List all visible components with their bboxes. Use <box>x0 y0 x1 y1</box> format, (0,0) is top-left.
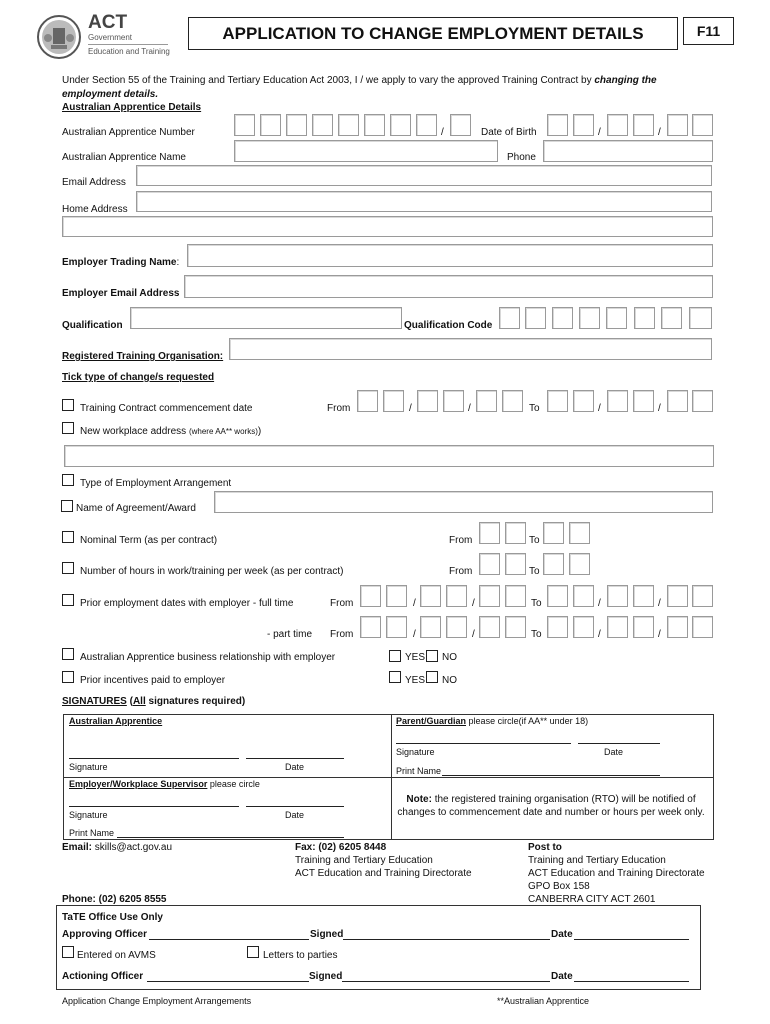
yes-label: YES <box>405 652 426 663</box>
date-digit[interactable] <box>573 585 594 607</box>
intro-emphasis-2: employment details. <box>62 89 159 100</box>
date-digit[interactable] <box>383 390 404 412</box>
employer-trading-name-input[interactable] <box>187 244 713 267</box>
date-digit[interactable] <box>386 585 407 607</box>
from-label: From <box>330 629 354 640</box>
post-line-1: Training and Tertiary Education <box>528 855 666 866</box>
rto-note <box>396 793 706 819</box>
home-address-input[interactable] <box>136 191 712 212</box>
date-digit[interactable] <box>420 585 441 607</box>
email-contact <box>62 842 172 853</box>
nominal-from-digit[interactable] <box>479 522 500 544</box>
date-digit[interactable] <box>479 585 500 607</box>
fax-line-1: Training and Tertiary Education <box>295 855 433 866</box>
relationship-yes-checkbox[interactable] <box>389 650 401 662</box>
apprentice-name-input[interactable] <box>234 140 498 162</box>
signature-label: Signature <box>69 762 108 772</box>
date-digit[interactable] <box>360 585 381 607</box>
nominal-term-label: Nominal Term (as per contract) <box>80 535 218 546</box>
workplace-text: New workplace address <box>80 426 187 437</box>
hours-label: Number of hours in work/training per week (as per contract) <box>80 566 344 577</box>
qualification-code-char[interactable] <box>661 307 682 329</box>
date-digit[interactable] <box>505 616 526 638</box>
avms-checkbox[interactable] <box>62 946 74 958</box>
date-digit[interactable] <box>446 585 467 607</box>
qualification-code-char[interactable] <box>606 307 627 329</box>
signatures-title: SIGNATURES <box>62 696 127 707</box>
employer-email-label: Employer Email Address <box>62 288 180 299</box>
date-digit[interactable] <box>692 390 713 412</box>
employer-signature-line[interactable] <box>69 806 239 807</box>
qualification-code-char[interactable] <box>579 307 600 329</box>
email-address-input[interactable] <box>136 165 712 186</box>
date-digit[interactable] <box>357 390 378 412</box>
dob-digit[interactable] <box>667 114 688 136</box>
employer-print-name-line[interactable] <box>117 837 344 838</box>
rto-input[interactable] <box>229 338 712 360</box>
approving-date-label: Date <box>551 929 573 940</box>
slash: / <box>413 598 416 609</box>
note-text: the registered training organisation (RTO) will be notified of changes to commencement date and number or hours per week only. <box>397 794 705 818</box>
no-label: NO <box>442 675 457 686</box>
page-title-text: APPLICATION TO CHANGE EMPLOYMENT DETAILS <box>222 23 644 43</box>
avms-label: Entered on AVMS <box>77 950 156 961</box>
workplace-checkbox[interactable] <box>62 422 74 434</box>
dob-digit[interactable] <box>547 114 568 136</box>
employer-email-input[interactable] <box>184 275 713 298</box>
to-label: To <box>531 598 542 609</box>
nominal-to-digit[interactable] <box>543 522 564 544</box>
fax-line-2: ACT Education and Training Directorate <box>295 868 472 879</box>
approving-officer-line[interactable] <box>149 939 309 940</box>
to-label: To <box>529 535 540 546</box>
slash: / <box>413 629 416 640</box>
colon: : <box>176 257 180 268</box>
to-label: To <box>529 403 540 414</box>
note-divider <box>391 777 713 778</box>
employer-date-line[interactable] <box>246 806 344 807</box>
employer-sign-heading <box>69 779 260 789</box>
workplace-address-input[interactable] <box>64 445 714 467</box>
office-use-heading: TaTE Office Use Only <box>62 912 163 923</box>
logo-government-text: Government <box>88 33 133 42</box>
qualification-code-char[interactable] <box>525 307 546 329</box>
parent-print-name-line[interactable] <box>442 775 660 776</box>
parent-date-line[interactable] <box>578 743 660 744</box>
to-label: To <box>529 566 540 577</box>
coat-of-arms-icon <box>34 14 84 60</box>
parent-note: please circle(if AA** under 18) <box>468 716 589 726</box>
date-digit[interactable] <box>633 390 654 412</box>
relationship-label: Australian Apprentice business relationship with employer <box>80 652 336 663</box>
slash: / <box>598 598 601 609</box>
logo-divider <box>88 44 168 45</box>
apprentice-number-digit[interactable] <box>390 114 411 136</box>
date-digit[interactable] <box>607 390 628 412</box>
date-label: Date <box>604 747 624 757</box>
note-label: Note: <box>406 794 432 805</box>
workplace-label <box>80 426 261 437</box>
date-digit[interactable] <box>667 585 688 607</box>
incentives-no-checkbox[interactable] <box>426 671 438 683</box>
fax-contact: Fax: (02) 6205 8448 <box>295 842 387 853</box>
actioning-signed-label: Signed <box>309 971 343 982</box>
date-digit[interactable] <box>417 390 438 412</box>
agreement-label: Name of Agreement/Award <box>76 503 196 514</box>
intro-emphasis-1: changing the <box>594 75 657 86</box>
date-digit[interactable] <box>443 390 464 412</box>
apprentice-number-digit[interactable] <box>364 114 385 136</box>
no-label: NO <box>442 652 457 663</box>
slash: / <box>468 403 471 414</box>
slash: / <box>658 127 661 138</box>
qualification-code-label: Qualification Code <box>404 320 493 331</box>
actioning-signed-line[interactable] <box>342 981 550 982</box>
date-digit[interactable] <box>633 585 654 607</box>
apprentice-signature-line[interactable] <box>69 758 239 759</box>
slash: / <box>472 629 475 640</box>
slash: / <box>658 629 661 640</box>
nominal-to-digit[interactable] <box>569 522 590 544</box>
arrangement-label: Type of Employment Arrangement <box>80 478 232 489</box>
rto-label: Registered Training Organisation: <box>62 351 224 362</box>
form-code-text: F11 <box>696 23 721 39</box>
date-digit[interactable] <box>547 585 568 607</box>
apprentice-number-digit[interactable] <box>312 114 333 136</box>
signatures-heading <box>62 696 245 707</box>
relationship-no-checkbox[interactable] <box>426 650 438 662</box>
apprentice-sign-heading: Australian Apprentice <box>69 716 163 726</box>
slash: / <box>658 403 661 414</box>
change-type-heading: Tick type of change/s requested <box>62 372 215 383</box>
apprentice-number-label: Australian Apprentice Number <box>62 127 195 138</box>
incentives-yes-checkbox[interactable] <box>389 671 401 683</box>
from-label: From <box>330 598 354 609</box>
post-line-2: ACT Education and Training Directorate <box>528 868 705 879</box>
date-digit[interactable] <box>692 616 713 638</box>
date-digit[interactable] <box>667 390 688 412</box>
approving-date-line[interactable] <box>574 939 689 940</box>
from-label: From <box>449 535 473 546</box>
from-label: From <box>449 566 473 577</box>
nominal-from-digit[interactable] <box>505 522 526 544</box>
logo-act-text: ACT <box>88 12 128 33</box>
date-label: Date <box>285 762 305 772</box>
relationship-checkbox[interactable] <box>62 648 74 660</box>
open-paren: ( <box>129 696 133 707</box>
employer-title: Employer/Workplace Supervisor <box>69 779 208 789</box>
signature-label: Signature <box>69 810 108 820</box>
apprentice-number-digit[interactable] <box>234 114 255 136</box>
email-contact-value[interactable]: skills@act.gov.au <box>94 842 173 853</box>
dob-digit[interactable] <box>633 114 654 136</box>
letters-label: Letters to parties <box>263 950 338 961</box>
apprentice-details-heading: Australian Apprentice Details <box>62 102 202 113</box>
signatures-required: signatures required) <box>148 696 246 707</box>
apprentice-number-digit[interactable] <box>416 114 437 136</box>
qualification-code-char[interactable] <box>552 307 573 329</box>
slash: / <box>598 127 601 138</box>
date-label: Date <box>285 810 305 820</box>
prior-full-time-label: Prior employment dates with employer - full time <box>80 598 294 609</box>
agreement-input[interactable] <box>214 491 713 513</box>
home-address-input-line-2[interactable] <box>62 216 713 237</box>
commencement-label: Training Contract commencement date <box>80 403 253 414</box>
incentives-label: Prior incentives paid to employer <box>80 675 226 686</box>
apprentice-name-label: Australian Apprentice Name <box>62 152 186 163</box>
to-label: To <box>531 629 542 640</box>
print-name-label: Print Name <box>69 828 115 838</box>
employer-note: please circle <box>209 779 260 789</box>
post-label: Post to <box>528 842 562 853</box>
qualification-input[interactable] <box>130 307 402 329</box>
hours-to-digit[interactable] <box>543 553 564 575</box>
dob-digit[interactable] <box>607 114 628 136</box>
date-digit[interactable] <box>420 616 441 638</box>
dob-digit[interactable] <box>573 114 594 136</box>
intro-text <box>62 75 657 86</box>
actioning-officer-line[interactable] <box>147 981 309 982</box>
slash: / <box>658 598 661 609</box>
nominal-term-checkbox[interactable] <box>62 531 74 543</box>
signature-label: Signature <box>396 747 435 757</box>
apprentice-number-digit[interactable] <box>450 114 471 136</box>
print-name-label: Print Name <box>396 766 442 776</box>
dob-label: Date of Birth <box>481 127 537 138</box>
footer-right: **Australian Apprentice <box>497 996 590 1006</box>
agreement-checkbox[interactable] <box>61 500 73 512</box>
date-digit[interactable] <box>633 616 654 638</box>
slash: / <box>409 403 412 414</box>
footer-left: Application Change Employment Arrangements <box>62 996 252 1006</box>
arrangement-checkbox[interactable] <box>62 474 74 486</box>
date-digit[interactable] <box>607 585 628 607</box>
approving-signed-line[interactable] <box>343 939 550 940</box>
date-digit[interactable] <box>667 616 688 638</box>
from-label: From <box>327 403 351 414</box>
parent-title: Parent/Guardian <box>396 716 467 726</box>
date-digit[interactable] <box>607 616 628 638</box>
intro-body: Under Section 55 of the Training and Tertiary Education Act 2003, I / we apply to vary the approved Training Contract by <box>62 75 592 86</box>
yes-label: YES <box>405 675 426 686</box>
qualification-label: Qualification <box>62 320 123 331</box>
date-digit[interactable] <box>446 616 467 638</box>
apprentice-date-line[interactable] <box>246 758 344 759</box>
workplace-close: ) <box>257 426 262 437</box>
signatures-row-divider <box>64 777 391 778</box>
apprentice-number-digit[interactable] <box>286 114 307 136</box>
parent-signature-line[interactable] <box>396 743 571 744</box>
date-digit[interactable] <box>476 390 497 412</box>
employer-trading-name-label <box>62 257 179 268</box>
actioning-date-label: Date <box>551 971 573 982</box>
slash: / <box>441 127 444 138</box>
date-digit[interactable] <box>502 390 523 412</box>
logo-dept-text: Education and Training <box>88 47 170 56</box>
letters-checkbox[interactable] <box>247 946 259 958</box>
home-address-label: Home Address <box>62 204 128 215</box>
dob-digit[interactable] <box>692 114 713 136</box>
apprentice-number-digit[interactable] <box>260 114 281 136</box>
date-digit[interactable] <box>573 616 594 638</box>
apprentice-number-digit[interactable] <box>338 114 359 136</box>
hours-to-digit[interactable] <box>569 553 590 575</box>
date-digit[interactable] <box>505 585 526 607</box>
date-digit[interactable] <box>479 616 500 638</box>
phone-contact: Phone: (02) 6205 8555 <box>62 894 167 905</box>
qualification-code-char[interactable] <box>689 307 712 329</box>
prior-part-time-label: - part time <box>267 629 313 640</box>
date-digit[interactable] <box>547 390 568 412</box>
page-title <box>188 17 678 50</box>
qualification-code-char[interactable] <box>634 307 655 329</box>
email-address-label: Email Address <box>62 177 126 188</box>
date-digit[interactable] <box>692 585 713 607</box>
prior-employment-checkbox[interactable] <box>62 594 74 606</box>
date-digit[interactable] <box>573 390 594 412</box>
hours-checkbox[interactable] <box>62 562 74 574</box>
hours-from-digit[interactable] <box>505 553 526 575</box>
actioning-date-line[interactable] <box>574 981 689 982</box>
phone-label: Phone <box>507 152 536 163</box>
slash: / <box>598 629 601 640</box>
date-digit[interactable] <box>360 616 381 638</box>
signatures-table <box>63 714 714 840</box>
actioning-officer-label: Actioning Officer <box>62 971 144 982</box>
date-digit[interactable] <box>386 616 407 638</box>
workplace-note: (where AA** works) <box>188 427 258 436</box>
phone-input[interactable] <box>543 140 713 162</box>
slash: / <box>472 598 475 609</box>
parent-sign-heading <box>396 716 588 726</box>
post-line-4: CANBERRA CITY ACT 2601 <box>528 894 656 905</box>
form-code <box>683 17 734 45</box>
act-logo <box>34 14 174 60</box>
hours-from-digit[interactable] <box>479 553 500 575</box>
approving-signed-label: Signed <box>310 929 344 940</box>
incentives-checkbox[interactable] <box>62 671 74 683</box>
commencement-checkbox[interactable] <box>62 399 74 411</box>
slash: / <box>598 403 601 414</box>
post-line-3: GPO Box 158 <box>528 881 590 892</box>
qualification-code-char[interactable] <box>499 307 520 329</box>
approving-officer-label: Approving Officer <box>62 929 148 940</box>
email-contact-label: Email: <box>62 842 93 853</box>
signatures-all: All <box>132 696 146 707</box>
date-digit[interactable] <box>547 616 568 638</box>
employer-trading-name-text: Employer Trading Name <box>62 257 177 268</box>
